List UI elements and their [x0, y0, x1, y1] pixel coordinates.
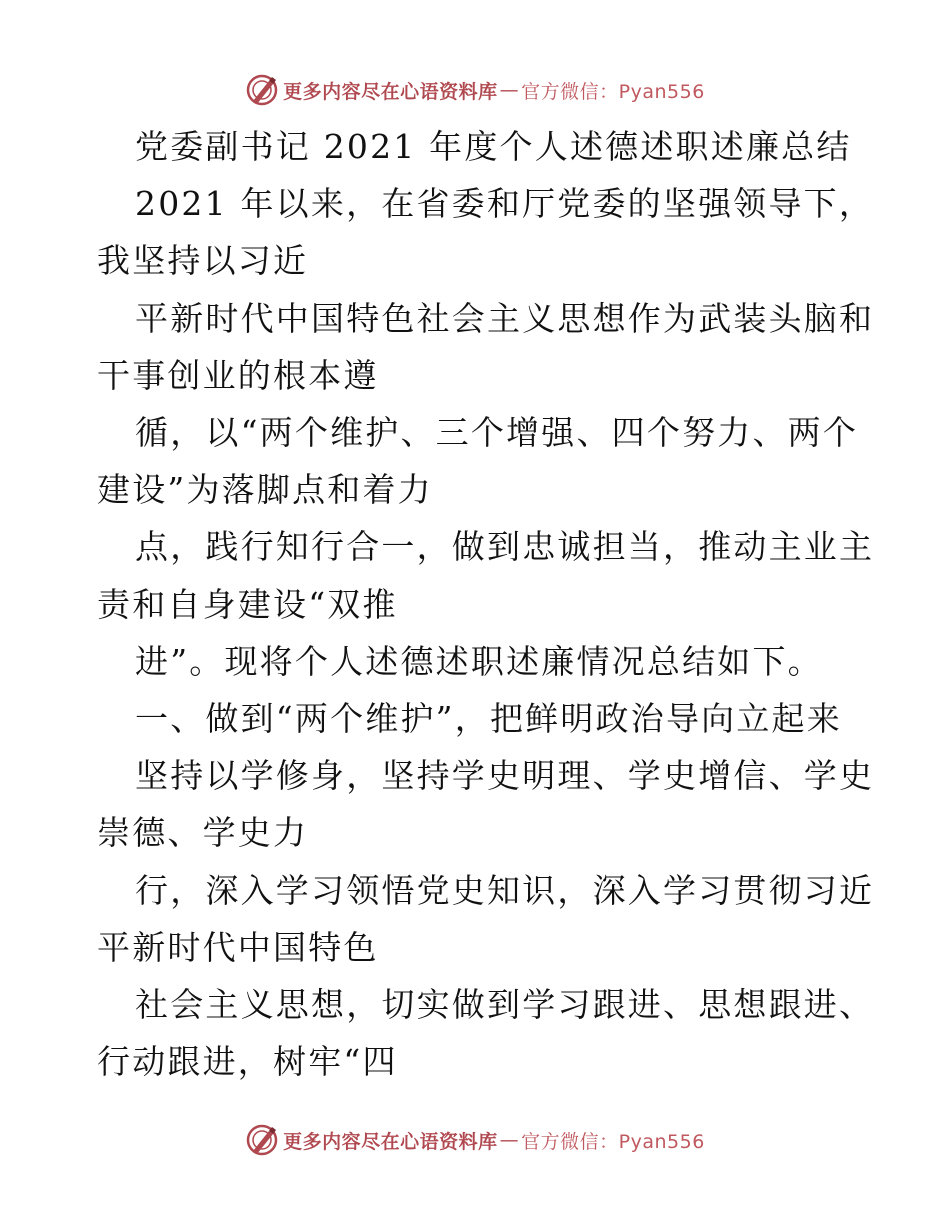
footer-watermark-banner [0, 1120, 950, 1160]
banner-lead-text: 更多内容尽在心语资料库 [283, 80, 498, 103]
text-line: 行，深入学习领悟党史知识，深入学习贯彻习近 [135, 870, 875, 910]
header-watermark-banner [0, 70, 950, 110]
text-line: 建设”为落脚点和着力 [97, 470, 433, 510]
text-line: 进”。现将个人述德述职述廉情况总结如下。 [135, 641, 823, 681]
text-line: 坚持以学修身，坚持学史明理、学史增信、学史 [135, 756, 875, 796]
text-line: 我坚持以习近 [97, 241, 309, 281]
text-line: 循，以“两个维护、三个增强、四个努力、两个 [135, 413, 859, 452]
banner-wechat-text: 官方微信：Pyan556 [521, 1130, 705, 1153]
banner-dash: — [499, 79, 520, 101]
text-line: 崇德、学史力 [97, 813, 309, 853]
text-line: 社会主义思想，切实做到学习跟进、思想跟进、 [135, 985, 875, 1024]
text-line: 平新时代中国特色社会主义思想作为武装头脑和 [135, 298, 875, 338]
pen-logo-icon [245, 73, 279, 107]
text-line: 一、做到“两个维护”，把鲜明政治导向立起来 [135, 699, 842, 738]
text-line: 干事创业的根本遵 [97, 355, 379, 395]
text-line: 2021 年以来，在省委和厅党委的坚强领导下， [135, 184, 875, 224]
text-line: 点，践行知行合一，做到忠诚担当，推动主业主 [135, 527, 875, 567]
text-line: 责和自身建设“双推 [97, 584, 398, 624]
text-line: 党委副书记 2021 年度个人述德述职述廉总结 [135, 127, 852, 166]
banner-wechat-text: 官方微信：Pyan556 [521, 80, 705, 103]
text-line: 行动跟进，树牢“四 [97, 1042, 398, 1082]
banner-dash: — [499, 1129, 520, 1151]
banner-lead-text: 更多内容尽在心语资料库 [283, 1130, 498, 1153]
text-line: 平新时代中国特色 [97, 927, 379, 967]
pen-logo-icon [245, 1123, 279, 1157]
